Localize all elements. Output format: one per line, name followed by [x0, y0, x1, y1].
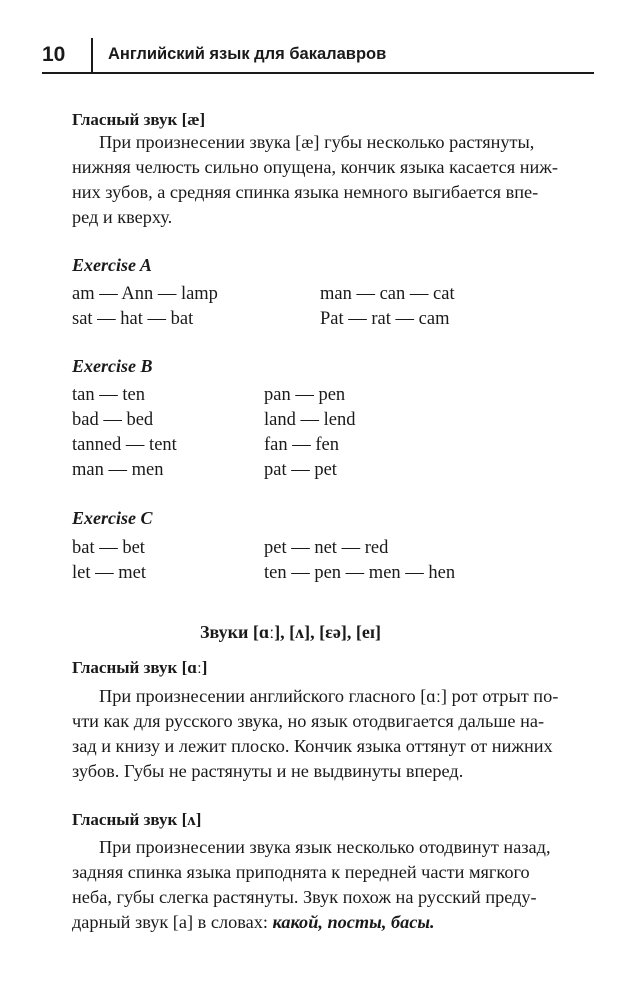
paragraph-line: зубов. Губы не растянуты и не выдвинуты вперед.	[72, 761, 464, 781]
paragraph-line: нижняя челюсть сильно опущена, кончик языка касается ниж-	[72, 157, 558, 177]
exercise-word-row: fan — fen	[264, 435, 339, 455]
exercise-b-title: Exercise B	[72, 356, 153, 376]
emphasized-examples: какой, посты, басы.	[272, 912, 435, 932]
page-number: 10	[42, 43, 66, 66]
section-heading-a-long: Гласный звук [ɑː]	[72, 658, 208, 677]
exercise-word-row: land — lend	[264, 410, 356, 430]
paragraph-line: задняя спинка языка приподнята к передней части мягкого	[72, 862, 530, 882]
running-title: Английский язык для бакалавров	[108, 45, 387, 63]
paragraph-text: дарный звук [а] в словах:	[72, 912, 273, 932]
exercise-word-row: pet — net — red	[264, 538, 389, 558]
exercise-word-row: am — Ann — lamp	[72, 284, 218, 304]
sounds-section-heading: Звуки [ɑː], [ʌ], [ɛə], [eɪ]	[200, 622, 381, 642]
exercise-c-title: Exercise C	[72, 508, 153, 528]
paragraph-line: При произнесении английского гласного [ɑː] рот отрыт по-	[99, 686, 559, 706]
exercise-word-row: tanned — tent	[72, 435, 177, 455]
exercise-word-row: Pat — rat — cam	[320, 309, 450, 329]
exercise-word-row: bat — bet	[72, 538, 145, 558]
paragraph-line: них зубов, а средняя спинка языка немного выгибается впе-	[72, 182, 539, 202]
paragraph-line: чти как для русского звука, но язык отодвигается дальше на-	[72, 711, 545, 731]
exercise-word-row: bad — bed	[72, 410, 154, 430]
exercise-word-row: pat — pet	[264, 460, 337, 480]
paragraph-line: зад и книзу и лежит плоско. Кончик языка оттянут от нижних	[72, 736, 553, 756]
paragraph-line: неба, губы слегка растянуты. Звук похож на русский преду-	[72, 887, 537, 907]
exercise-word-row: man — men	[72, 460, 164, 480]
paragraph-line: ред и кверху.	[72, 207, 173, 227]
header-rule	[42, 72, 594, 74]
exercise-word-row: tan — ten	[72, 385, 145, 405]
header-divider	[91, 38, 93, 72]
paragraph-line: При произнесении звука язык несколько отодвинут назад,	[99, 837, 551, 857]
exercise-word-row: pan — pen	[264, 385, 346, 405]
exercise-word-row: let — met	[72, 563, 146, 583]
paragraph-line	[72, 912, 435, 933]
section-heading-ae: Гласный звук [æ]	[72, 110, 206, 129]
paragraph-line: При произнесении звука [æ] губы несколько растянуты,	[99, 132, 535, 152]
exercise-word-row: sat — hat — bat	[72, 309, 194, 329]
exercise-word-row: ten — pen — men — hen	[264, 563, 456, 583]
section-heading-wedge: Гласный звук [ʌ]	[72, 810, 202, 829]
exercise-word-row: man — can — cat	[320, 284, 455, 304]
exercise-a-title: Exercise A	[72, 255, 152, 275]
